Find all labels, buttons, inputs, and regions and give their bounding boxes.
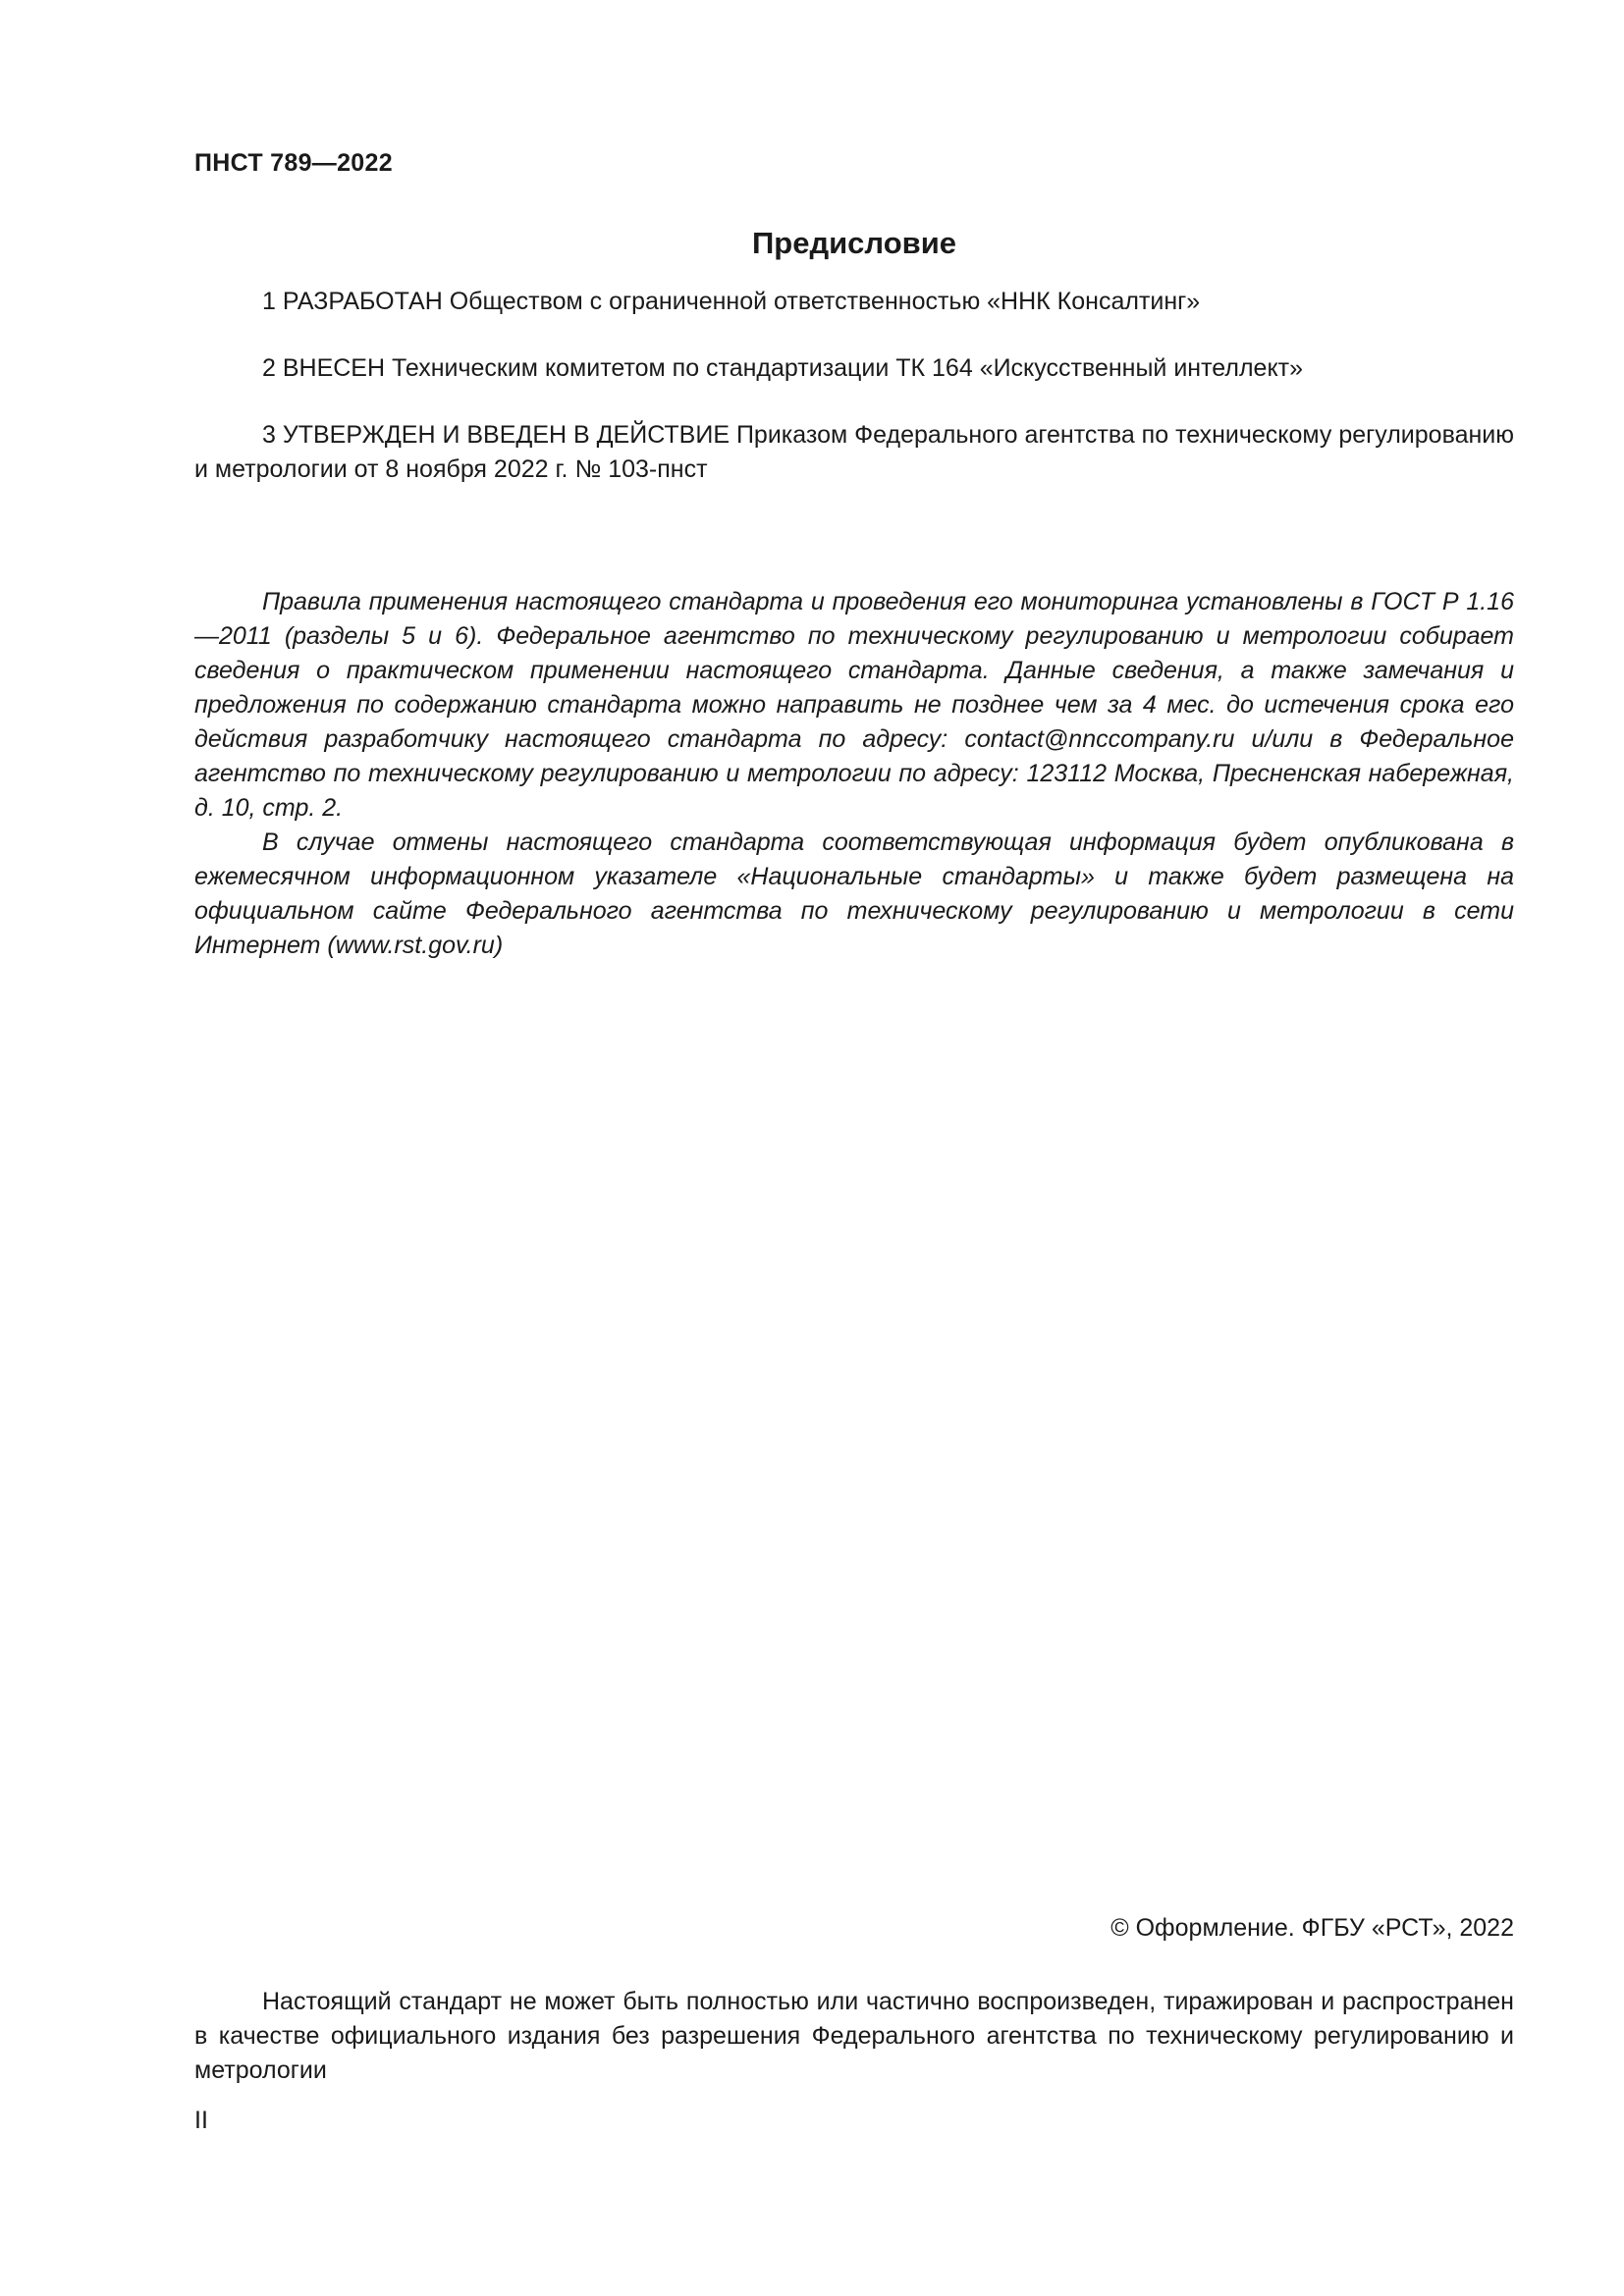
copyright-line: © Оформление. ФГБУ «РСТ», 2022 xyxy=(1110,1914,1514,1942)
cancellation-notice-paragraph: В случае отмены настоящего стандарта соответствующая информация будет опубликована в ежемесячном информационном указателе «Национальные стандарты» и также будет размещена на официальном сайте Федерального агентства по техническому регулированию и метрологии в сети Интернет (www.rst.gov.ru) xyxy=(194,828,1514,959)
application-rules-block xyxy=(194,585,1514,963)
preface-item-introduced: 2 ВНЕСЕН Техническим комитетом по стандартизации ТК 164 «Искусственный интеллект» xyxy=(262,354,1304,382)
preface-item-developed: 1 РАЗРАБОТАН Обществом с ограниченной ответственностью «ННК Консалтинг» xyxy=(262,288,1201,315)
reproduction-notice: Настоящий стандарт не может быть полностью или частично воспроизведен, тиражирован и распространен в качестве официального издания без разрешения Федерального агентства по техническому регулированию и метрологии xyxy=(194,1988,1514,2084)
document-code: ПНСТ 789—2022 xyxy=(194,149,393,177)
page-number: II xyxy=(194,2107,208,2134)
preface-title: Предисловие xyxy=(751,226,956,260)
preface-item-approved: 3 УТВЕРЖДЕН И ВВЕДЕН В ДЕЙСТВИЕ Приказом Федерального агентства по техническому регулированию и метрологии от 8 ноября 2022 г. № 103-пнст xyxy=(194,421,1514,483)
application-rules-paragraph: Правила применения настоящего стандарта и проведения его мониторинга установлены в ГОСТ Р 1.16—2011 (разделы 5 и 6). Федеральное агентство по техническому регулированию и метрологии собирает сведения о практическом применении настоящего стандарта. Данные сведения, а также замечания и предложения по содержанию стандарта можно направить не позднее чем за 4 мес. до истечения срока его действия разработчику настоящего стандарта по адресу: contact@nnccompany.ru и/или в Федеральное агентство по техническому регулированию и метрологии по адресу: 123112 Москва, Пресненская набережная, д. 10, стр. 2. xyxy=(194,588,1514,822)
